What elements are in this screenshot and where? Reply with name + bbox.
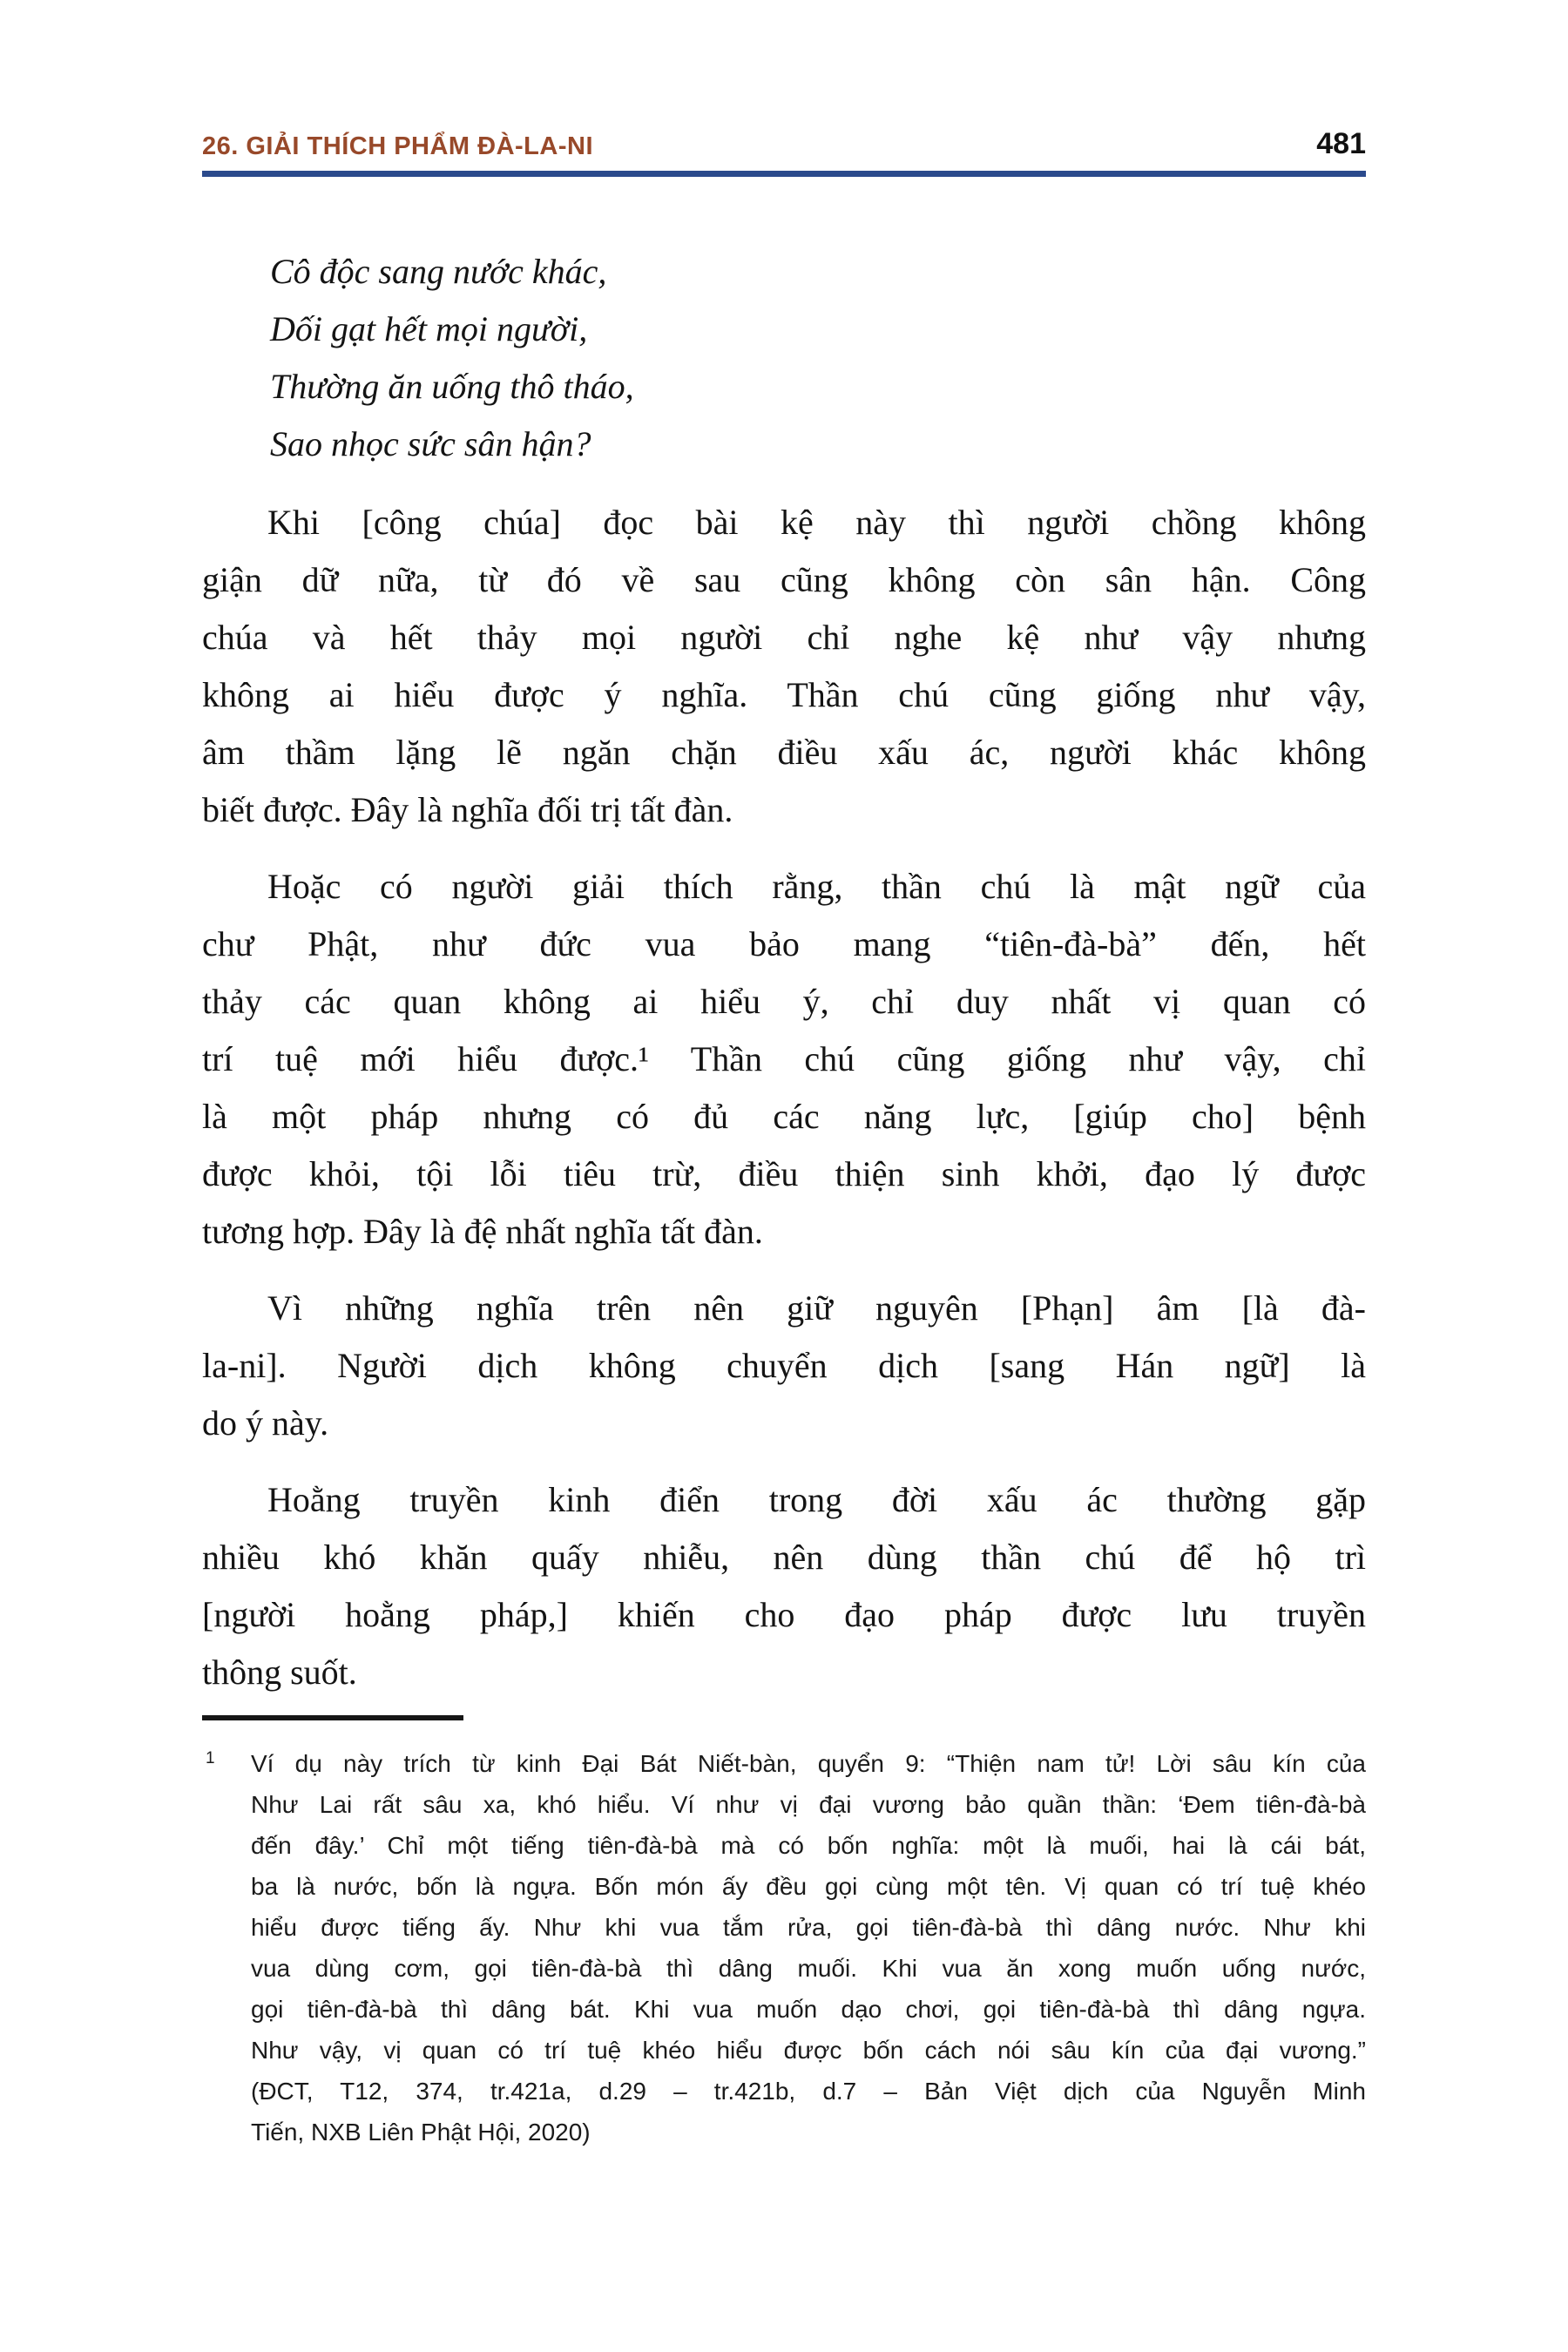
paragraph-line: [người hoằng pháp,] khiến cho đạo pháp được lưu truyền — [202, 1595, 1366, 1634]
footnote-line: Ví dụ này trích từ kinh Đại Bát Niết-bàn, quyển 9: “Thiện nam tử! Lời sâu kín của — [251, 1750, 1366, 1777]
paragraph-line: nhiều khó khăn quấy nhiễu, nên dùng thần chú để hộ trì — [202, 1538, 1366, 1577]
paragraph-line: âm thầm lặng lẽ ngăn chặn điều xấu ác, người khác không — [202, 733, 1366, 772]
verse-line-4: Sao nhọc sức sân hận? — [270, 424, 591, 463]
verse-block — [270, 243, 1366, 473]
chapter-title: 26. GIẢI THÍCH PHẨM ĐÀ-LA-NI — [202, 132, 593, 160]
footnote-line: hiểu được tiếng ấy. Như khi vua tắm rửa, gọi tiên-đà-bà thì dâng nước. Như khi — [251, 1914, 1366, 1941]
footnote-marker: 1 — [206, 1749, 215, 1767]
footnote-line: (ĐCT, T12, 374, tr.421a, d.29 – tr.421b, d.7 – Bản Việt dịch của Nguyễn Minh — [251, 2078, 1366, 2105]
page-number: 481 — [1316, 127, 1366, 160]
paragraph-line: Hoặc có người giải thích rằng, thần chú là mật ngữ của — [267, 867, 1366, 906]
paragraph-line: chúa và hết thảy mọi người chỉ nghe kệ như vậy nhưng — [202, 618, 1366, 657]
footnote-line: vua dùng cơm, gọi tiên-đà-bà thì dâng muối. Khi vua ăn xong muốn uống nước, — [251, 1955, 1366, 1982]
footnote-line: Như Lai rất sâu xa, khó hiểu. Ví như vị đại vương bảo quần thần: ‘Đem tiên-đà-bà — [251, 1791, 1366, 1818]
paragraph-line: Khi [công chúa] đọc bài kệ này thì người chồng không — [267, 503, 1366, 542]
footnote-line: Như vậy, vị quan có trí tuệ khéo hiểu được bốn cách nói sâu kín của đại vương.” — [251, 2037, 1366, 2064]
paragraph-line: chư Phật, như đức vua bảo mang “tiên-đà-bà” đến, hết — [202, 924, 1366, 963]
paragraph-line: tương hợp. Đây là đệ nhất nghĩa tất đàn. — [202, 1212, 763, 1251]
footnote — [202, 1743, 1366, 2153]
paragraph-line: không ai hiểu được ý nghĩa. Thần chú cũng giống như vậy, — [202, 675, 1366, 714]
paragraph-line: giận dữ nữa, từ đó về sau cũng không còn sân hận. Công — [202, 560, 1366, 599]
paragraph-4 — [202, 1471, 1366, 1701]
paragraph-line: la-ni]. Người dịch không chuyển dịch [sang Hán ngữ] là — [202, 1346, 1366, 1385]
paragraph-2 — [202, 858, 1366, 1260]
paragraph-line: Vì những nghĩa trên nên giữ nguyên [Phạn] âm [là đà- — [267, 1288, 1366, 1328]
footnote-line: Tiến, NXB Liên Phật Hội, 2020) — [251, 2119, 591, 2146]
paragraph-line: thảy các quan không ai hiểu ý, chỉ duy nhất vị quan có — [202, 982, 1366, 1021]
footnote-line: ba là nước, bốn là ngựa. Bốn món ấy đều gọi cùng một tên. Vị quan có trí tuệ khéo — [251, 1873, 1366, 1900]
paragraph-line: thông suốt. — [202, 1652, 357, 1692]
footnote-line: gọi tiên-đà-bà thì dâng bát. Khi vua muốn dạo chơi, gọi tiên-đà-bà thì dâng ngựa. — [251, 1996, 1366, 2023]
paragraph-line: do ý này. — [202, 1403, 329, 1443]
paragraph-3 — [202, 1280, 1366, 1452]
paragraph-line: Hoằng truyền kinh điển trong đời xấu ác thường gặp — [267, 1480, 1366, 1519]
running-header — [202, 0, 1366, 161]
paragraph-line: là một pháp nhưng có đủ các năng lực, [giúp cho] bệnh — [202, 1097, 1366, 1136]
paragraph-1 — [202, 494, 1366, 839]
verse-line-1: Cô độc sang nước khác, — [270, 252, 607, 291]
footnote-separator — [202, 1715, 463, 1720]
paragraph-line: trí tuệ mới hiểu được.¹ Thần chú cũng giống như vậy, chỉ — [202, 1039, 1366, 1078]
footnote-line: đến đây.’ Chỉ một tiếng tiên-đà-bà mà có bốn nghĩa: một là muối, hai là cái bát, — [251, 1832, 1366, 1859]
paragraph-line: được khỏi, tội lỗi tiêu trừ, điều thiện sinh khởi, đạo lý được — [202, 1154, 1366, 1193]
verse-line-3: Thường ăn uống thô tháo, — [270, 367, 634, 406]
paragraph-line: biết được. Đây là nghĩa đối trị tất đàn. — [202, 790, 733, 829]
header-rule — [202, 171, 1366, 177]
verse-line-2: Dối gạt hết mọi người, — [270, 309, 588, 348]
